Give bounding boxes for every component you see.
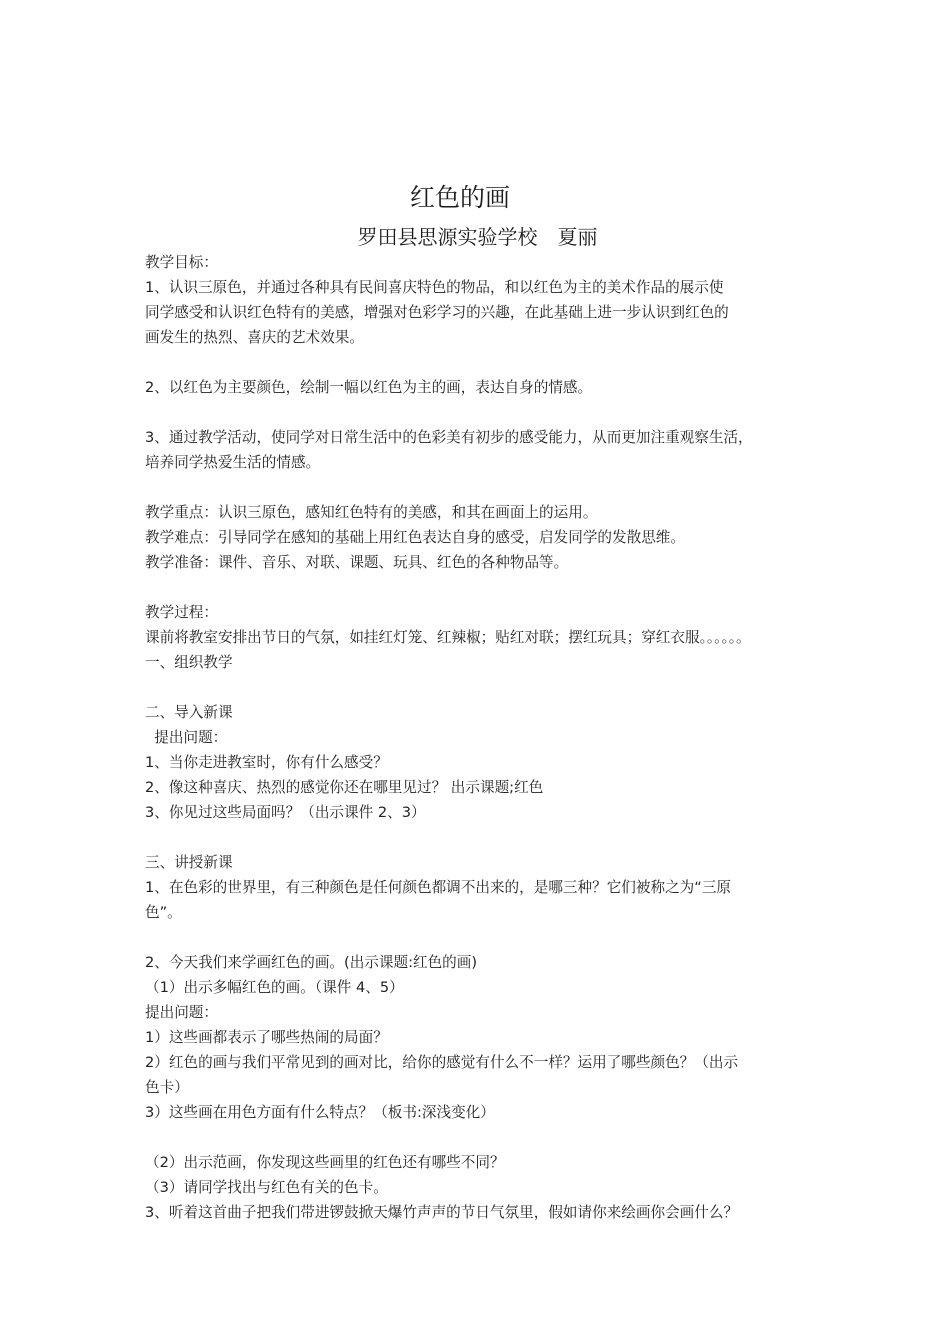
- text-line: 3、通过教学活动，使同学对日常生活中的色彩美有初步的感受能力，从而更加注重观察生活，: [145, 429, 753, 446]
- blank-line: [145, 1125, 823, 1150]
- text-line: 提出问题：: [145, 1004, 218, 1021]
- text-line: 教学重点：认识三原色，感知红色特有的美感，和其在画面上的运用。: [145, 504, 598, 521]
- text-line: （1）出示多幅红色的画。（课件 4、5）: [145, 979, 404, 996]
- text-line: 1、认识三原色，并通过各种具有民间喜庆特色的物品，和以红色为主的美术作品的展示使: [145, 279, 724, 296]
- text-line: （2）出示范画，你发现这些画里的红色还有哪些不同？: [145, 1154, 505, 1171]
- text-line: 1、在色彩的世界里，有三种颜色是任何颜色都调不出来的，是哪三种？它们被称之为“三原: [145, 879, 732, 896]
- text-line: 画发生的热烈、喜庆的艺术效果。: [145, 329, 364, 346]
- text-line: （3）请同学找出与红色有关的色卡。: [145, 1179, 388, 1196]
- text-line: 色卡）: [145, 1079, 189, 1096]
- document-body: [145, 250, 823, 1225]
- text-line: 三、讲授新课: [145, 854, 233, 871]
- text-line: 2、今天我们来学画红色的画。(出示课题:红色的画): [145, 954, 478, 971]
- text-line: 3、听着这首曲子把我们带进锣鼓掀天爆竹声声的节日气氛里，假如请你来绘画你会画什么？: [145, 1204, 739, 1221]
- text-line: 1）这些画都表示了哪些热闹的局面？: [145, 1029, 388, 1046]
- text-line: 教学目标：: [145, 254, 218, 271]
- text-line: 色”。: [145, 904, 182, 921]
- blank-line: [145, 475, 823, 500]
- blank-line: [145, 675, 823, 700]
- text-line: 培养同学热爱生活的情感。: [145, 454, 321, 471]
- text-line: 教学过程：: [145, 604, 218, 621]
- text-line: 2、以红色为主要颜色，绘制一幅以红色为主的画，表达自身的情感。: [145, 379, 593, 396]
- text-line: 2、像这种喜庆、热烈的感觉你还在哪里见过？ 出示课题;红色: [145, 779, 544, 796]
- blank-line: [145, 925, 823, 950]
- text-line: 1、当你走进教室时，你有什么感受？: [145, 754, 388, 771]
- text-line: 教学难点：引导同学在感知的基础上用红色表达自身的感受，启发同学的发散思维。: [145, 529, 685, 546]
- text-line: 3）这些画在用色方面有什么特点？（板书:深浅变化）: [145, 1104, 495, 1121]
- text-line: 2）红色的画与我们平常见到的画对比，给你的感觉有什么不一样？运用了哪些颜色？（出示: [145, 1054, 739, 1071]
- text-line: 提出问题：: [145, 729, 228, 746]
- text-line: 教学准备：课件、音乐、对联、课题、玩具、红色的各种物品等。: [145, 554, 569, 571]
- text-line: 同学感受和认识红色特有的美感，增强对色彩学习的兴趣，在此基础上进一步认识到红色的: [145, 304, 729, 321]
- text-line: 一、组织教学: [145, 654, 233, 671]
- text-line: 课前将教室安排出节日的气氛，如挂红灯笼、红辣椒；贴红对联；摆红玩具；穿红衣服。。。。。。: [145, 629, 751, 646]
- blank-line: [145, 825, 823, 850]
- text-line: 3、你见过这些局面吗？（出示课件 2、3）: [145, 804, 426, 821]
- text-line: 二、导入新课: [145, 704, 233, 721]
- blank-line: [145, 350, 823, 375]
- blank-line: [145, 575, 823, 600]
- document-title: 红色的画: [409, 183, 510, 212]
- document-subtitle: 罗田县思源实验学校 夏丽: [357, 225, 598, 249]
- blank-line: [145, 400, 823, 425]
